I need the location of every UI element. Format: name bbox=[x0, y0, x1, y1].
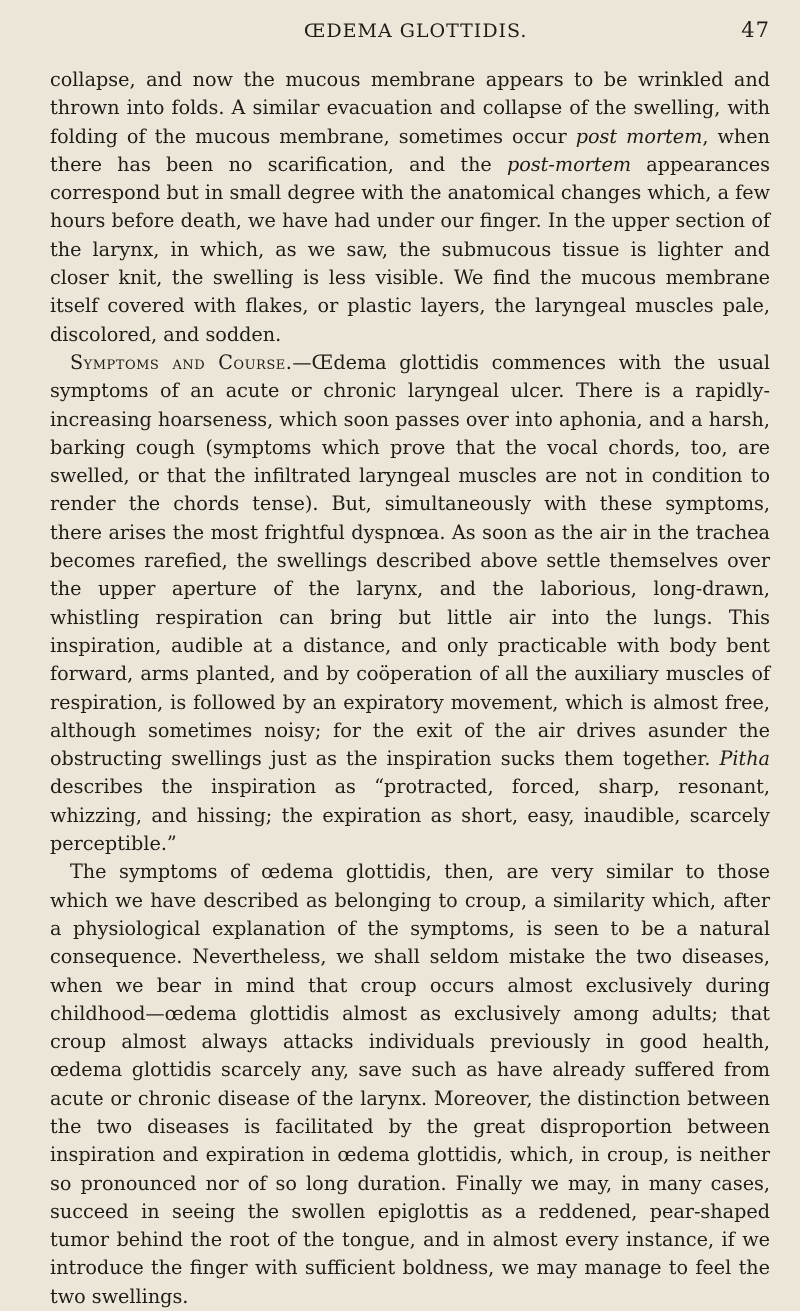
paragraph-anatomy bbox=[50, 66, 770, 349]
page-number: 47 bbox=[741, 18, 770, 42]
italic-name: Pitha bbox=[719, 747, 770, 771]
section-heading: Symptoms and Course. bbox=[70, 350, 293, 374]
text-run: —Œdema glottidis commences with the usual symptoms of an acute or chronic laryngeal ulcer. There is a rapidly-increasing hoarseness, which soon passes over into aphonia, and a harsh, barking cough (symptoms which prove that the vocal chords, too, are swelled, or that the infiltrated laryngeal muscles are not in condition to render the chords tense). But, simultaneously with these symptoms, there arises the most frightful dyspnœa. As soon as the air in the trachea becomes rarefied, the swellings described above settle themselves over the upper aperture of the larynx, and the laborious, long-drawn, whistling respiration can bring but little air into the lungs. This inspiration, audible at a distance, and only practicable with body bent forward, arms planted, and by coöperation of all the auxiliary muscles of respiration, is followed by an expiratory movement, which is almost free, although sometimes noisy; for the exit of the air drives asunder the obstructing swellings just as the inspiration sucks them together. bbox=[50, 350, 771, 771]
italic-phrase: post mortem bbox=[575, 124, 703, 148]
running-title: ŒDEMA GLOTTIDIS. bbox=[303, 20, 528, 42]
paragraph-diagnosis bbox=[50, 858, 770, 1311]
italic-phrase: post-mortem bbox=[507, 152, 632, 176]
paragraph-symptoms bbox=[50, 349, 770, 858]
body-text bbox=[50, 66, 770, 1311]
text-run: describes the inspiration as “protracted, forced, sharp, resonant, whizzing, and hissing; the expiration as short, easy, inaudible, scarcely perceptible.” bbox=[50, 775, 770, 856]
text-run: appearances correspond but in small degree with the anatomical changes which, a few hours before death, we have had under our finger. In the upper section of the larynx, in which, as we saw, the submucous tissue is lighter and closer knit, the swelling is less visible. We find the mucous membrane itself covered with flakes, or plastic layers, the laryngeal muscles pale, discolored, and sodden. bbox=[50, 152, 770, 346]
page-header bbox=[50, 18, 770, 52]
text-run: The symptoms of œdema glottidis, then, are very similar to those which we have described as belonging to croup, a similarity which, after a physiological explanation of the symptoms, is seen to be a natural consequence. Nevertheless, we shall seldom mistake the two diseases, when we bear in mind that croup occurs almost exclusively during childhood—œdema glottidis almost as exclusively among adults; that croup almost always attacks individuals previously in good health, œdema glottidis scarcely any, save such as have already suffered from acute or chronic disease of the larynx. Moreover, the distinction between the two diseases is facilitated by the great disproportion between inspiration and expiration in œdema glottidis, which, in croup, is neither so pronounced nor of so long duration. Finally we may, in many cases, succeed in seeing the swollen epiglottis as a reddened, pear-shaped tumor behind the root of the tongue, and in almost every instance, if we introduce the finger with sufficient boldness, we may manage to feel the two swellings. bbox=[50, 860, 770, 1308]
text-run: collapse, and now the mucous membrane appears to be wrinkled and thrown into folds. A similar evacuation and collapse of the swelling, with folding of the mucous membrane, sometimes occur bbox=[50, 68, 770, 148]
text-run: , when there has been no scarification, and the bbox=[50, 124, 770, 176]
